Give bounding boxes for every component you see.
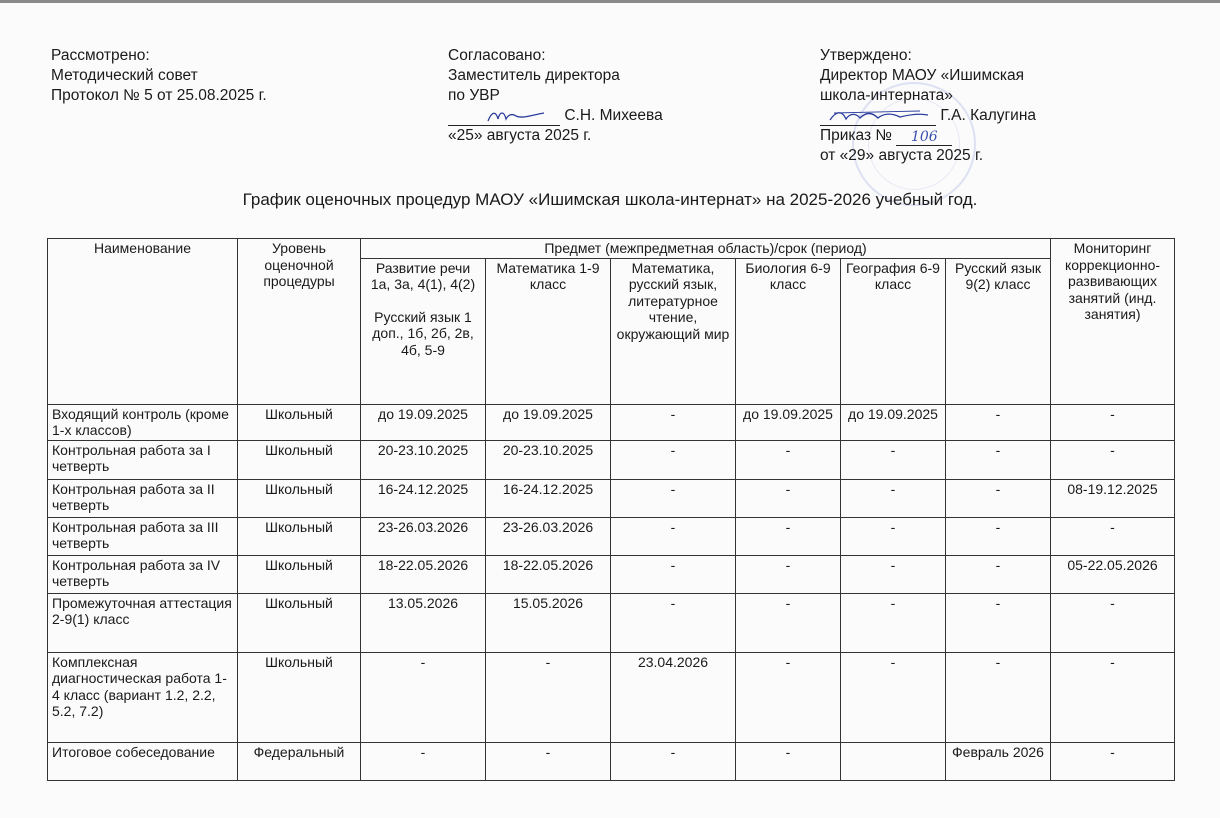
cell-monitoring: - — [1051, 404, 1175, 440]
cell-geography: - — [841, 652, 946, 742]
cell-speech: до 19.09.2025 — [361, 404, 486, 440]
row-name: Комплексная диагностическая работа 1-4 класс (вариант 1.2, 2.2, 5.2, 7.2) — [48, 652, 238, 742]
cell-geography: - — [841, 517, 946, 555]
review-body: Методический совет — [51, 67, 198, 84]
cell-geography: - — [841, 440, 946, 479]
col-header-speech — [361, 258, 486, 404]
row-level: Школьный — [238, 555, 361, 593]
review-label: Рассмотрено: — [51, 47, 150, 64]
cell-math: 23-26.03.2026 — [486, 517, 611, 555]
cell-speech: 20-23.10.2025 — [361, 440, 486, 479]
assessment-schedule-table — [47, 238, 1175, 781]
top-border-line — [0, 0, 1220, 3]
signature-kalugina — [820, 107, 936, 126]
order-number-field — [896, 127, 952, 146]
cell-geography: - — [841, 593, 946, 652]
review-protocol: Протокол № 5 от 25.08.2025 г. — [51, 87, 267, 104]
cell-monitoring: - — [1051, 742, 1175, 780]
cell-monitoring: - — [1051, 517, 1175, 555]
row-name: Контрольная работа за III четверть — [48, 517, 238, 555]
col-header-biology: Биология 6-9 класс — [736, 258, 841, 404]
cell-math: 15.05.2026 — [486, 593, 611, 652]
order-label: Приказ № — [820, 127, 893, 144]
cell-math: 20-23.10.2025 — [486, 440, 611, 479]
cell-monitoring: - — [1051, 440, 1175, 479]
cell-russian: - — [946, 652, 1051, 742]
cell-geography: - — [841, 555, 946, 593]
row-name: Контрольная работа за I четверть — [48, 440, 238, 479]
cell-biology: - — [736, 440, 841, 479]
table-row — [48, 555, 1175, 593]
approval-date: от «29» августа 2025 г. — [820, 147, 984, 164]
cell-russian: - — [946, 593, 1051, 652]
approval-label: Утверждено: — [820, 47, 912, 64]
row-name: Итоговое собеседование — [48, 742, 238, 780]
col-header-geography: География 6-9 класс — [841, 258, 946, 404]
row-name: Промежуточная аттестация 2-9(1) класс — [48, 593, 238, 652]
cell-speech: 23-26.03.2026 — [361, 517, 486, 555]
cell-biology: - — [736, 479, 841, 517]
cell-math: 16-24.12.2025 — [486, 479, 611, 517]
agreement-signer-name: С.Н. Михеева — [564, 107, 663, 124]
cell-monitoring: 05-22.05.2026 — [1051, 555, 1175, 593]
cell-biology: - — [736, 555, 841, 593]
cell-complex: - — [611, 479, 736, 517]
cell-biology: - — [736, 742, 841, 780]
row-level: Школьный — [238, 404, 361, 440]
approval-position: Директор МАОУ «Ишимская — [820, 67, 1024, 84]
agreement-block — [448, 46, 663, 146]
cell-russian: Февраль 2026 — [946, 742, 1051, 780]
cell-complex: - — [611, 404, 736, 440]
row-level: Школьный — [238, 652, 361, 742]
cell-biology: до 19.09.2025 — [736, 404, 841, 440]
cell-geography: до 19.09.2025 — [841, 404, 946, 440]
cell-complex: - — [611, 517, 736, 555]
col-header-complex: Математика, русский язык, литературное чтение, окружающий мир — [611, 258, 736, 404]
cell-complex: - — [611, 440, 736, 479]
agreement-position: Заместитель директора — [448, 67, 620, 84]
cell-russian: - — [946, 404, 1051, 440]
agreement-position-cont: по УВР — [448, 87, 500, 104]
cell-geography: - — [841, 479, 946, 517]
row-level: Школьный — [238, 479, 361, 517]
col-header-monitoring: Мониторинг коррекционно-развивающих занятий (инд. занятия) — [1051, 239, 1175, 405]
cell-geography — [841, 742, 946, 780]
cell-russian: - — [946, 555, 1051, 593]
cell-monitoring: - — [1051, 593, 1175, 652]
approval-order — [820, 126, 1036, 146]
row-level: Федеральный — [238, 742, 361, 780]
cell-biology: - — [736, 593, 841, 652]
cell-complex: - — [611, 555, 736, 593]
cell-math: - — [486, 652, 611, 742]
cell-math: - — [486, 742, 611, 780]
row-level: Школьный — [238, 517, 361, 555]
review-block — [51, 46, 267, 106]
table-row — [48, 440, 1175, 479]
signature-mikheeva — [448, 107, 560, 126]
agreement-label: Согласовано: — [448, 47, 546, 64]
table-row — [48, 652, 1175, 742]
cell-speech: 18-22.05.2026 — [361, 555, 486, 593]
cell-biology: - — [736, 517, 841, 555]
table-row — [48, 742, 1175, 780]
table-row — [48, 593, 1175, 652]
cell-math: до 19.09.2025 — [486, 404, 611, 440]
row-name: Контрольная работа за II четверть — [48, 479, 238, 517]
approval-signature-line — [820, 106, 1036, 126]
col-header-speech-a: Развитие речи 1а, 3а, 4(1), 4(2) — [370, 259, 476, 292]
col-header-math: Математика 1-9 класс — [486, 258, 611, 404]
row-name: Входящий контроль (кроме 1-х классов) — [48, 404, 238, 440]
cell-math: 18-22.05.2026 — [486, 555, 611, 593]
table-row — [48, 517, 1175, 555]
cell-complex: - — [611, 593, 736, 652]
cell-speech: 13.05.2026 — [361, 593, 486, 652]
row-level: Школьный — [238, 593, 361, 652]
col-header-russian: Русский язык 9(2) класс — [946, 258, 1051, 404]
agreement-signature-line — [448, 106, 663, 126]
cell-speech: - — [361, 652, 486, 742]
cell-monitoring: 08-19.12.2025 — [1051, 479, 1175, 517]
document-title: График оценочных процедур МАОУ «Ишимская школа-интернат» на 2025-2026 учебный год. — [242, 190, 978, 209]
table-row — [48, 479, 1175, 517]
row-name: Контрольная работа за IV четверть — [48, 555, 238, 593]
cell-monitoring: - — [1051, 652, 1175, 742]
table-row — [48, 404, 1175, 440]
approval-signer-name: Г.А. Калугина — [940, 107, 1037, 124]
col-header-name: Наименование — [48, 239, 238, 405]
cell-speech: - — [361, 742, 486, 780]
col-header-level: Уровень оценочной процедуры — [238, 239, 361, 405]
cell-biology: - — [736, 652, 841, 742]
table-header-row — [48, 239, 1175, 259]
cell-russian: - — [946, 440, 1051, 479]
col-header-speech-b: Русский язык 1 доп., 1б, 2б, 2в, 4б, 5-9 — [372, 308, 474, 358]
agreement-date: «25» августа 2025 г. — [448, 127, 592, 144]
cell-russian: - — [946, 517, 1051, 555]
cell-russian: - — [946, 479, 1051, 517]
cell-complex: 23.04.2026 — [611, 652, 736, 742]
approval-org: школа-интерната» — [820, 87, 953, 104]
row-level: Школьный — [238, 440, 361, 479]
cell-complex: - — [611, 742, 736, 780]
col-header-subject-group: Предмет (межпредметная область)/срок (период) — [361, 239, 1051, 259]
order-number: 106 — [910, 129, 938, 145]
approval-block — [820, 46, 1036, 166]
cell-speech: 16-24.12.2025 — [361, 479, 486, 517]
